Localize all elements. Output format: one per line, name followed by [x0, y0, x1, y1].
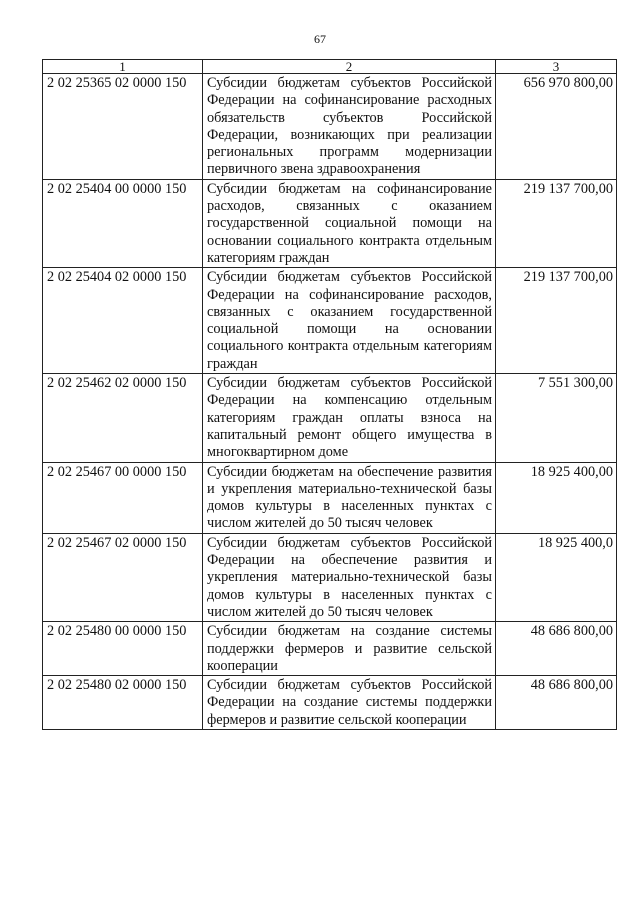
budget-code: 2 02 25462 02 0000 150	[43, 374, 203, 462]
budget-code: 2 02 25480 02 0000 150	[43, 676, 203, 730]
row-amount: 48 686 800,00	[496, 622, 617, 676]
table-row	[43, 179, 617, 267]
budget-code: 2 02 25365 02 0000 150	[43, 74, 203, 180]
row-amount: 7 551 300,00	[496, 374, 617, 462]
row-description: Субсидии бюджетам на создание системы поддержки фермеров и развитие сельской кооперации	[203, 622, 496, 676]
table-row	[43, 676, 617, 730]
page-number: 67	[314, 32, 326, 46]
row-amount: 219 137 700,00	[496, 268, 617, 374]
row-description: Субсидии бюджетам на обеспечение развития и укрепления материально-технической базы домов культуры в населенных пунктах с числом жителей до 50 тысяч человек	[203, 462, 496, 533]
budget-code: 2 02 25404 00 0000 150	[43, 179, 203, 267]
table-row	[43, 268, 617, 374]
row-description: Субсидии бюджетам субъектов Российской Федерации на софинансирование расходов, связанных с оказанием государственной социальной помощи на основании социального контракта отдельным категориям граждан	[203, 268, 496, 374]
budget-table	[42, 59, 617, 730]
header-row	[43, 60, 617, 74]
row-description: Субсидии бюджетам субъектов Российской Федерации на компенсацию отдельным категориям граждан оплаты взноса на капитальный ремонт общего имущества в многоквартирном доме	[203, 374, 496, 462]
table-row	[43, 533, 617, 621]
row-description: Субсидии бюджетам субъектов Российской Федерации на создание системы поддержки фермеров и развитие сельской кооперации	[203, 676, 496, 730]
row-amount: 219 137 700,00	[496, 179, 617, 267]
row-amount: 48 686 800,00	[496, 676, 617, 730]
budget-code: 2 02 25467 00 0000 150	[43, 462, 203, 533]
budget-code: 2 02 25480 00 0000 150	[43, 622, 203, 676]
column-header-1: 1	[43, 60, 203, 74]
row-amount: 18 925 400,0	[496, 533, 617, 621]
budget-code: 2 02 25404 02 0000 150	[43, 268, 203, 374]
row-description: Субсидии бюджетам субъектов Российской Федерации на софинансирование расходных обязательств субъектов Российской Федерации, возникающих при реализации региональных программ модернизации первичного звена здравоохранения	[203, 74, 496, 180]
column-header-3: 3	[496, 60, 617, 74]
row-amount: 656 970 800,00	[496, 74, 617, 180]
table-row	[43, 622, 617, 676]
row-description: Субсидии бюджетам на софинансирование расходов, связанных с оказанием государственной социальной помощи на основании социального контракта отдельным категориям граждан	[203, 179, 496, 267]
table-row	[43, 74, 617, 180]
table-row	[43, 374, 617, 462]
row-amount: 18 925 400,00	[496, 462, 617, 533]
row-description: Субсидии бюджетам субъектов Российской Федерации на обеспечение развития и укрепления материально-технической базы домов культуры в населенных пунктах с числом жителей до 50 тысяч человек	[203, 533, 496, 621]
budget-code: 2 02 25467 02 0000 150	[43, 533, 203, 621]
table-row	[43, 462, 617, 533]
column-header-2: 2	[203, 60, 496, 74]
